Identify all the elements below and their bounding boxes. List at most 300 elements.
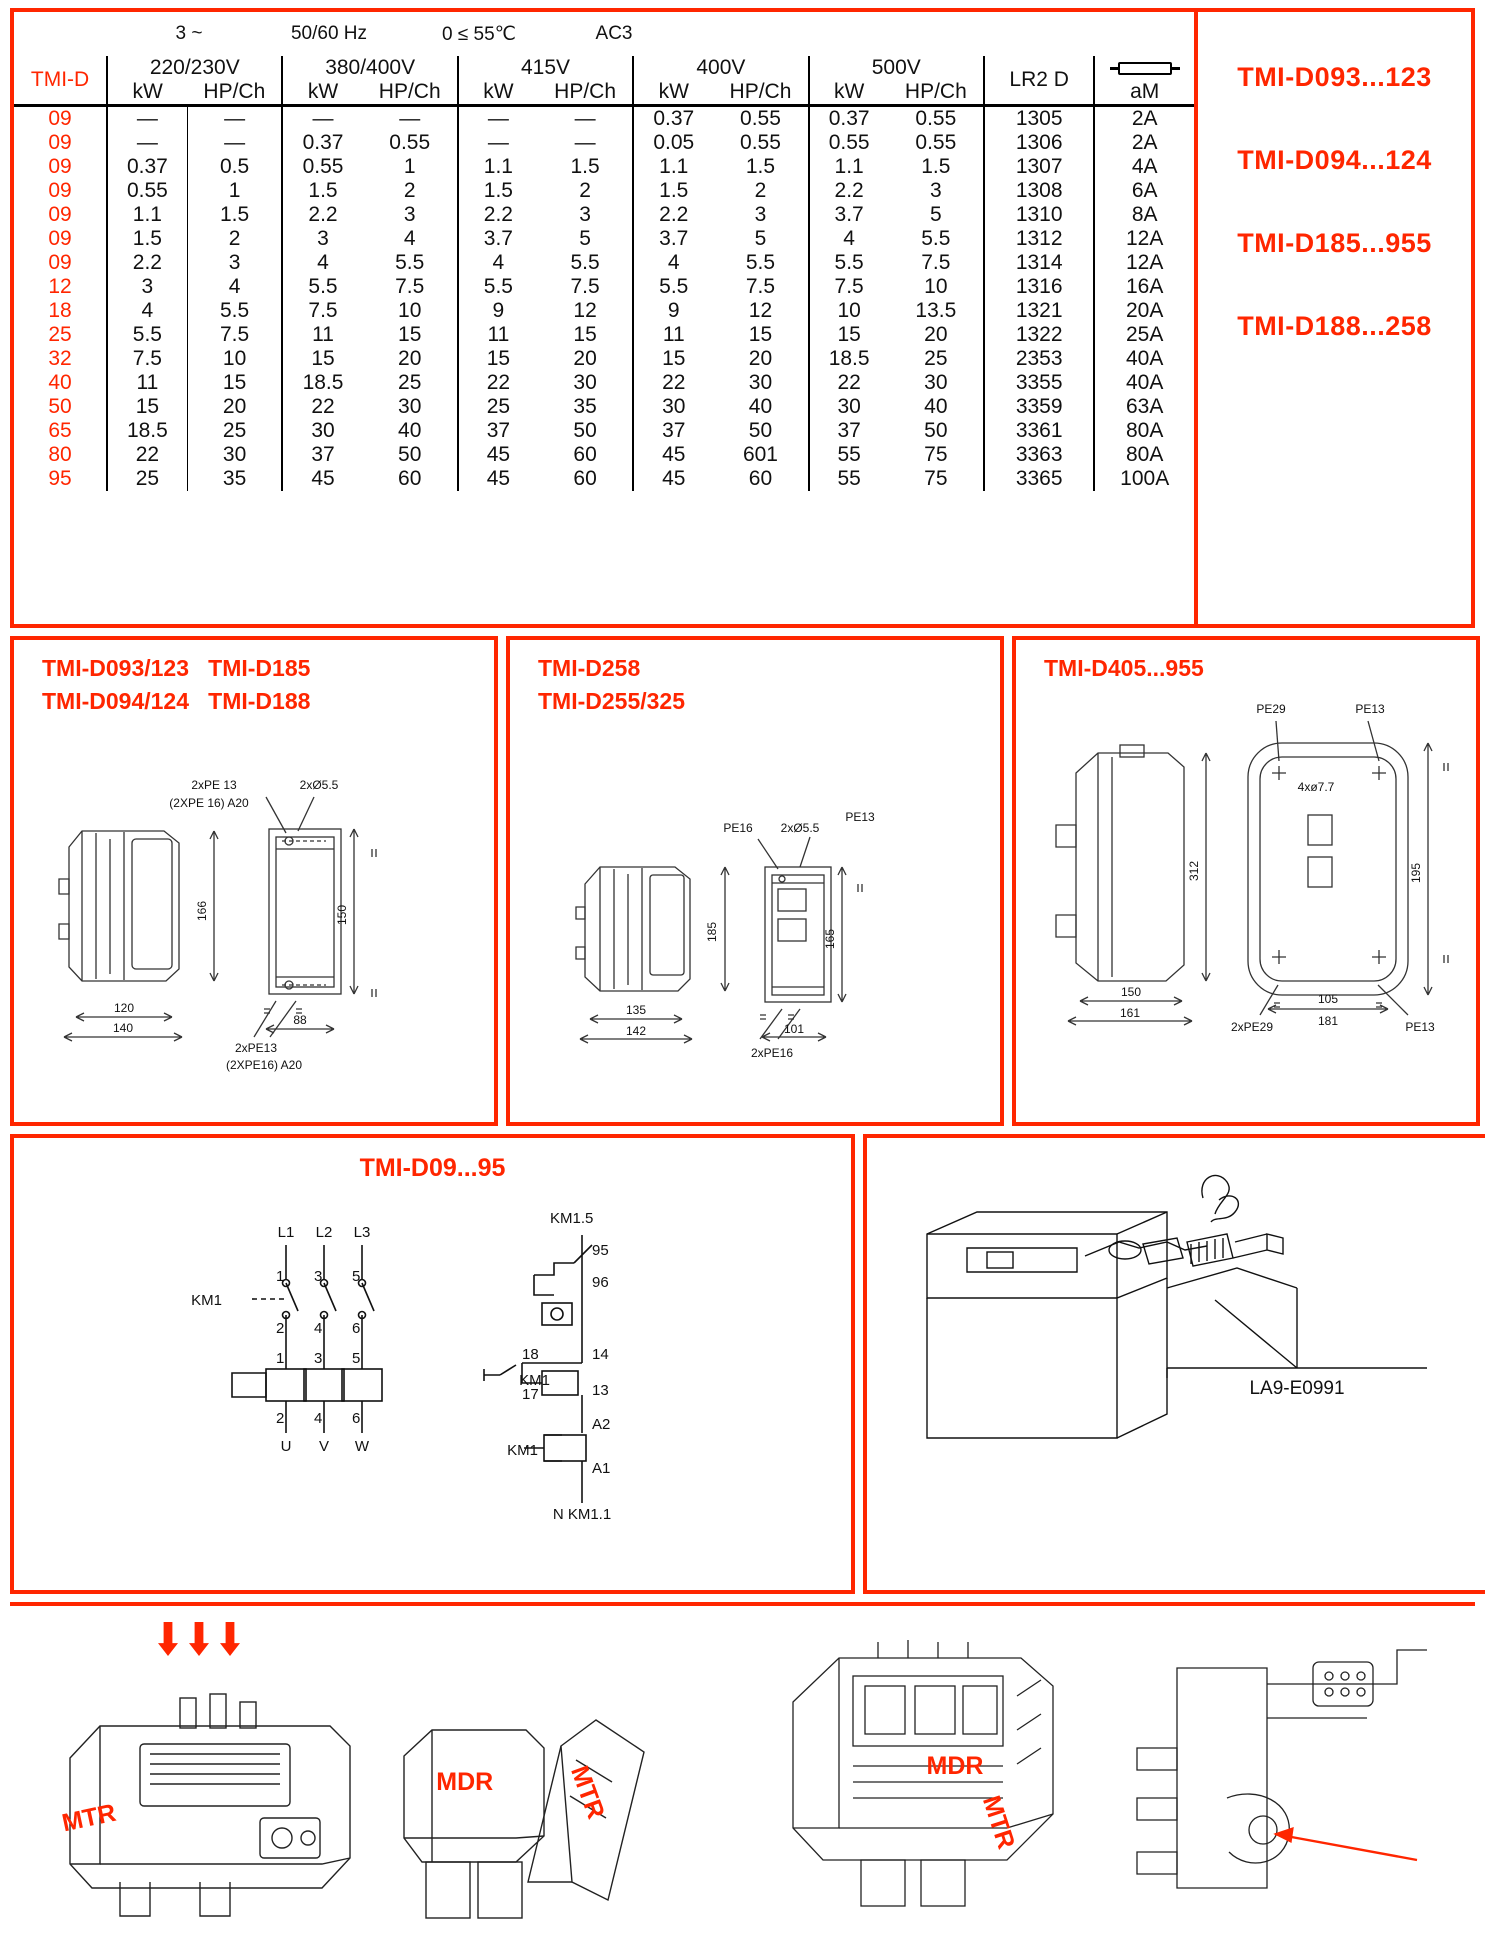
table-row xyxy=(14,395,1194,419)
photo-label-mdr: MDR xyxy=(926,1752,984,1780)
cell-am: 100A xyxy=(1094,467,1194,491)
cell-500hp: 1.5 xyxy=(921,155,951,178)
cell-380kw: — xyxy=(282,106,362,132)
cell-380kw: 15 xyxy=(282,347,362,371)
table-row xyxy=(14,227,1194,251)
cell-380kw: 1.5 xyxy=(282,179,362,203)
sub-hp-380: HP/Ch xyxy=(378,80,441,103)
label-pe29: PE29 xyxy=(1256,702,1286,717)
label-w: W xyxy=(354,1438,370,1455)
cell-220hp: 5.5 xyxy=(187,299,282,323)
cell-220hp: — xyxy=(187,131,282,155)
cell-500kw: 55 xyxy=(809,443,889,467)
cell-415hp: 60 xyxy=(573,443,597,466)
product-photo-strip xyxy=(10,1602,1475,1937)
sub-hp-220: HP/Ch xyxy=(203,80,266,103)
label-dim-142: 142 xyxy=(625,1023,647,1038)
cell-415hp: 30 xyxy=(573,371,597,394)
cell-380hp: 2 xyxy=(403,179,416,202)
label-km15: KM1.5 xyxy=(550,1210,594,1227)
cell-220kw: — xyxy=(107,131,187,155)
cell-380kw: 0.37 xyxy=(282,131,362,155)
cell-400hp: 5.5 xyxy=(745,251,776,274)
panel1-title xyxy=(14,640,494,719)
label-c5a: 5 xyxy=(352,1268,361,1285)
cell-am: 12A xyxy=(1094,251,1194,275)
cell-400hp: 15 xyxy=(748,323,773,346)
cell-415kw: 4 xyxy=(458,251,538,275)
cell-220kw: 22 xyxy=(107,443,187,467)
cell-lr2d: 1321 xyxy=(984,299,1094,323)
cell-lr2d: 1308 xyxy=(984,179,1094,203)
cell-380hp: 0.55 xyxy=(389,131,431,154)
cell-220hp: 1.5 xyxy=(187,203,282,227)
cell-am: 6A xyxy=(1094,179,1194,203)
mdr-mtr-illustration xyxy=(386,1686,716,1936)
label-la9-part: LA9-E0991 xyxy=(1249,1378,1345,1399)
legend-item-2: TMI-D094...124 xyxy=(1237,145,1432,175)
cell-380hp: 25 xyxy=(398,371,422,394)
photo-mdr-mtr-pair xyxy=(376,1606,742,1937)
cell-220kw: 3 xyxy=(107,275,187,299)
cell-400hp: 12 xyxy=(748,299,773,322)
cell-400hp: 20 xyxy=(748,347,773,370)
cell-380kw: 22 xyxy=(282,395,362,419)
cell-am: 8A xyxy=(1094,203,1194,227)
cell-500kw: 37 xyxy=(809,419,889,443)
wiring-diagram xyxy=(14,1183,844,1583)
label-c4b: 4 xyxy=(314,1410,323,1427)
cell-tmid: 80 xyxy=(48,443,72,466)
cell-tmid: 09 xyxy=(48,227,72,250)
cell-tmid: 09 xyxy=(48,179,72,202)
category-label: AC3 xyxy=(595,23,633,44)
cell-am: 20A xyxy=(1094,299,1194,323)
cell-400hp: 7.5 xyxy=(745,275,776,298)
cell-380kw: 2.2 xyxy=(282,203,362,227)
cell-415kw: — xyxy=(458,106,538,132)
cell-380kw: 4 xyxy=(282,251,362,275)
cell-500hp: 13.5 xyxy=(915,299,957,322)
panel2-drawing xyxy=(510,719,1000,1109)
ratings-table-box xyxy=(14,12,1198,624)
cell-415kw: 5.5 xyxy=(458,275,538,299)
panel2-title-line2: TMI-D255/325 xyxy=(538,688,686,715)
cell-tmid: 09 xyxy=(48,107,72,130)
label-km1-coil: KM1 xyxy=(507,1442,538,1459)
table-row xyxy=(14,203,1194,227)
table-row xyxy=(14,347,1194,371)
wiring-row xyxy=(10,1134,1475,1594)
cell-220hp: 25 xyxy=(187,419,282,443)
cell-lr2d: 3363 xyxy=(984,443,1094,467)
label-17: 17 xyxy=(522,1386,539,1403)
cell-am: 80A xyxy=(1094,443,1194,467)
cell-400kw: 30 xyxy=(633,395,713,419)
model-legend xyxy=(1198,12,1471,624)
cell-tmid: 09 xyxy=(48,131,72,154)
cell-220kw: 7.5 xyxy=(107,347,187,371)
cell-am: 80A xyxy=(1094,419,1194,443)
table-row xyxy=(14,467,1194,491)
table-top-header xyxy=(14,12,1194,56)
fuse-icon xyxy=(1118,62,1172,75)
cell-tmid: 12 xyxy=(48,275,72,298)
cell-500hp: 75 xyxy=(924,467,948,490)
label-c3b: 3 xyxy=(314,1350,323,1367)
cell-400hp: 60 xyxy=(748,467,773,490)
photo-mounting-detail xyxy=(1109,1606,1475,1937)
cell-lr2d: 3359 xyxy=(984,395,1094,419)
panel-wiring-diagram xyxy=(10,1134,855,1594)
label-pe13: PE13 xyxy=(1355,702,1385,717)
header-group-220: 220/230V xyxy=(107,56,282,80)
cell-415kw: 3.7 xyxy=(458,227,538,251)
cell-am: 16A xyxy=(1094,275,1194,299)
cell-lr2d: 3355 xyxy=(984,371,1094,395)
cell-380hp: 20 xyxy=(398,347,422,370)
photo-thermal-relay xyxy=(10,1606,376,1937)
cell-415kw: 25 xyxy=(458,395,538,419)
cell-500kw: 5.5 xyxy=(809,251,889,275)
label-2xpe13: 2xPE 13 xyxy=(191,777,237,792)
cell-tmid: 09 xyxy=(48,155,72,178)
cell-415hp: 60 xyxy=(573,467,597,490)
cell-380hp: 7.5 xyxy=(395,275,425,298)
label-dim-140: 140 xyxy=(112,1020,134,1035)
label-dim-105: 105 xyxy=(1317,992,1339,1007)
cell-400hp: 2 xyxy=(754,179,767,202)
arrow-down-icon xyxy=(220,1622,240,1656)
label-dim-161: 161 xyxy=(1119,1006,1141,1021)
cell-415kw: 15 xyxy=(458,347,538,371)
panel-tmid258 xyxy=(506,636,1004,1126)
cell-380hp: 50 xyxy=(398,443,422,466)
label-holes: 2xØ5.5 xyxy=(780,820,820,835)
cell-415kw: 1.5 xyxy=(458,179,538,203)
label-95: 95 xyxy=(592,1242,609,1259)
label-bottom-pe29: 2xPE29 xyxy=(1230,1020,1274,1035)
cell-lr2d: 1305 xyxy=(984,106,1094,132)
cell-tmid: 32 xyxy=(48,347,72,370)
table-row xyxy=(14,419,1194,443)
cell-400kw: 9 xyxy=(633,299,713,323)
accessory-drawing xyxy=(867,1138,1485,1538)
cell-500hp: 40 xyxy=(924,395,948,418)
cell-415hp: 15 xyxy=(573,323,597,346)
legend-item-3: TMI-D185...955 xyxy=(1237,228,1432,258)
cell-400hp: 601 xyxy=(742,443,778,466)
cell-220hp: 20 xyxy=(187,395,282,419)
cell-am: 2A xyxy=(1094,106,1194,132)
label-l1: L1 xyxy=(277,1224,295,1241)
cell-220hp: 10 xyxy=(187,347,282,371)
cell-220kw: 18.5 xyxy=(107,419,187,443)
panel-tmid093-185 xyxy=(10,636,498,1126)
table-row xyxy=(14,131,1194,155)
cell-500hp: 3 xyxy=(929,179,942,202)
cell-500kw: 18.5 xyxy=(809,347,889,371)
header-lr2d: LR2 D xyxy=(984,56,1094,106)
cell-tmid: 65 xyxy=(48,419,72,442)
cell-500hp: 75 xyxy=(924,443,948,466)
cell-415hp: 7.5 xyxy=(570,275,600,298)
cell-500hp: 50 xyxy=(924,419,948,442)
cell-500kw: 22 xyxy=(809,371,889,395)
panel-accessory xyxy=(863,1134,1485,1594)
label-dim-101: 101 xyxy=(783,1021,805,1036)
cell-500kw: 3.7 xyxy=(809,203,889,227)
cell-tmid: 95 xyxy=(48,467,72,490)
cell-415hp: 5 xyxy=(579,227,591,250)
panel1-title-line1: TMI-D093/123 TMI-D185 xyxy=(42,655,311,681)
label-c2b: 2 xyxy=(276,1410,285,1427)
table-row xyxy=(14,371,1194,395)
cell-am: 4A xyxy=(1094,155,1194,179)
cell-500kw: 1.1 xyxy=(809,155,889,179)
cell-220hp: 0.5 xyxy=(187,155,282,179)
cell-am: 12A xyxy=(1094,227,1194,251)
cell-500hp: 0.55 xyxy=(915,107,957,130)
cell-500kw: 0.55 xyxy=(809,131,889,155)
label-c6a: 6 xyxy=(352,1320,361,1337)
cell-500hp: 20 xyxy=(924,323,948,346)
cell-415kw: — xyxy=(458,131,538,155)
label-96: 96 xyxy=(592,1274,609,1291)
label-c1b: 1 xyxy=(276,1350,285,1367)
cell-380hp: 60 xyxy=(398,467,422,490)
cell-380hp: 1 xyxy=(403,155,416,178)
cell-380kw: 18.5 xyxy=(282,371,362,395)
sub-kw-220: kW xyxy=(107,80,187,106)
cell-lr2d: 1312 xyxy=(984,227,1094,251)
arrow-down-icon xyxy=(189,1622,209,1656)
label-dim-88: 88 xyxy=(293,1012,307,1027)
cell-220kw: — xyxy=(107,106,187,132)
cell-400hp: 1.5 xyxy=(745,155,776,178)
top-section xyxy=(10,8,1475,628)
legend-item-1: TMI-D093...123 xyxy=(1237,62,1432,92)
label-a2: A2 xyxy=(592,1416,611,1433)
cell-220hp: 7.5 xyxy=(187,323,282,347)
cell-400kw: 11 xyxy=(633,323,713,347)
cell-tmid: 09 xyxy=(48,251,72,274)
panel1-drawing xyxy=(14,719,494,1109)
cell-500hp: 7.5 xyxy=(921,251,951,274)
photo-label-mtr: MTR xyxy=(59,1798,119,1838)
sub-hp-400: HP/Ch xyxy=(729,80,792,103)
label-dim-150: 150 xyxy=(335,904,349,925)
cell-380hp: 10 xyxy=(398,299,422,322)
label-13: 13 xyxy=(592,1382,609,1399)
label-holes: 4xø7.7 xyxy=(1297,780,1335,795)
cell-220kw: 2.2 xyxy=(107,251,187,275)
cell-380kw: 11 xyxy=(282,323,362,347)
cell-380hp: 15 xyxy=(398,323,422,346)
cell-220hp: 3 xyxy=(187,251,282,275)
label-dim-166: 166 xyxy=(195,900,209,921)
cell-380hp: — xyxy=(399,107,421,130)
cell-415hp: 50 xyxy=(573,419,597,442)
label-dim-165: 165 xyxy=(823,928,837,949)
label-bottom-pe13: 2xPE13 xyxy=(234,1040,278,1055)
cell-220kw: 11 xyxy=(107,371,187,395)
table-row xyxy=(14,155,1194,179)
dimension-drawings-row xyxy=(10,636,1475,1126)
sub-kw-400: kW xyxy=(633,80,713,106)
cell-220kw: 0.37 xyxy=(107,155,187,179)
cell-lr2d: 3361 xyxy=(984,419,1094,443)
label-dim-150: 150 xyxy=(1120,985,1142,1000)
mounting-illustration xyxy=(1117,1638,1457,1918)
label-v: V xyxy=(318,1438,330,1455)
relay-illustration xyxy=(30,1668,400,1928)
cell-500kw: 2.2 xyxy=(809,179,889,203)
cell-380hp: 4 xyxy=(403,227,416,250)
panel2-title xyxy=(510,640,1000,719)
label-km1-aux: KM1 xyxy=(519,1372,550,1389)
table-row xyxy=(14,443,1194,467)
cell-380kw: 5.5 xyxy=(282,275,362,299)
cell-380kw: 37 xyxy=(282,443,362,467)
label-n-km11: N KM1.1 xyxy=(552,1506,612,1523)
table-row xyxy=(14,251,1194,275)
cell-400hp: 0.55 xyxy=(740,131,781,154)
ratings-table xyxy=(14,56,1194,491)
table-row xyxy=(14,106,1194,132)
red-arrows-group xyxy=(158,1622,240,1656)
cell-500hp: 30 xyxy=(924,371,948,394)
photo-label-mtr: MTR xyxy=(565,1762,611,1823)
cell-400hp: 0.55 xyxy=(740,107,781,130)
cell-lr2d: 1306 xyxy=(984,131,1094,155)
cell-220hp: — xyxy=(187,106,282,132)
label-14: 14 xyxy=(592,1346,609,1363)
cell-500kw: 30 xyxy=(809,395,889,419)
arrow-down-icon xyxy=(158,1622,178,1656)
cell-415kw: 2.2 xyxy=(458,203,538,227)
label-bottom-pe13: PE13 xyxy=(1405,1020,1435,1035)
cell-400hp: 30 xyxy=(748,371,773,394)
cell-am: 40A xyxy=(1094,347,1194,371)
label-c4a: 4 xyxy=(314,1320,323,1337)
cell-415hp: 20 xyxy=(573,347,597,370)
cell-415kw: 37 xyxy=(458,419,538,443)
panel1-title-line2: TMI-D094/124 TMI-D188 xyxy=(42,688,311,715)
temperature-label: 0 ≤ 55℃ xyxy=(441,23,517,45)
cell-500hp: 5.5 xyxy=(921,227,951,250)
panel4-title: TMI-D09...95 xyxy=(359,1154,506,1182)
cell-415hp: 5.5 xyxy=(570,251,600,274)
panel2-title-line1: TMI-D258 xyxy=(538,655,641,681)
cell-400kw: 3.7 xyxy=(633,227,713,251)
cell-400kw: 45 xyxy=(633,467,713,491)
photo-contactor-assembly xyxy=(743,1606,1109,1937)
photo-label-mdr: MDR xyxy=(436,1768,494,1796)
header-tmid: TMI-D xyxy=(30,68,90,91)
label-u: U xyxy=(280,1438,292,1455)
sub-kw-380: kW xyxy=(282,80,362,106)
label-a1: A1 xyxy=(592,1460,611,1477)
label-2xpe16-a20: (2XPE 16) A20 xyxy=(169,795,249,810)
label-dim-120: 120 xyxy=(113,1000,135,1015)
label-c6b: 6 xyxy=(352,1410,361,1427)
cell-415hp: — xyxy=(574,131,596,154)
cell-400hp: 5 xyxy=(754,227,767,250)
cell-am: 2A xyxy=(1094,131,1194,155)
cell-400kw: 4 xyxy=(633,251,713,275)
table-row xyxy=(14,299,1194,323)
cell-400kw: 5.5 xyxy=(633,275,713,299)
label-bottom-pe16: 2xPE16 xyxy=(750,1045,794,1060)
cell-am: 40A xyxy=(1094,371,1194,395)
label-l3: L3 xyxy=(353,1224,371,1241)
cell-tmid: 09 xyxy=(48,203,72,226)
cell-400kw: 37 xyxy=(633,419,713,443)
cell-tmid: 50 xyxy=(48,395,72,418)
cell-400kw: 45 xyxy=(633,443,713,467)
cell-415kw: 9 xyxy=(458,299,538,323)
cell-415kw: 1.1 xyxy=(458,155,538,179)
sub-kw-500: kW xyxy=(809,80,889,106)
cell-400hp: 3 xyxy=(754,203,767,226)
cell-tmid: 40 xyxy=(48,371,72,394)
cell-380kw: 45 xyxy=(282,467,362,491)
label-pe13: PE13 xyxy=(845,809,875,824)
cell-400hp: 40 xyxy=(748,395,773,418)
cell-400kw: 2.2 xyxy=(633,203,713,227)
label-dim-195: 195 xyxy=(1409,863,1423,884)
cell-400hp: 50 xyxy=(748,419,773,442)
cell-220hp: 35 xyxy=(187,467,282,491)
header-am: aM xyxy=(1094,80,1194,106)
cell-415hp: 2 xyxy=(579,179,591,202)
cell-500kw: 0.37 xyxy=(809,106,889,132)
label-18: 18 xyxy=(522,1346,539,1363)
cell-220kw: 25 xyxy=(107,467,187,491)
cell-220kw: 1.5 xyxy=(107,227,187,251)
cell-380hp: 40 xyxy=(398,419,422,442)
label-2x-holes: 2xØ5.5 xyxy=(299,777,339,792)
label-c3a: 3 xyxy=(314,1268,323,1285)
cell-380hp: 5.5 xyxy=(395,251,425,274)
cell-am: 63A xyxy=(1094,395,1194,419)
photo-label-mtr: MTR xyxy=(976,1792,1020,1853)
frequency-label: 50/60 Hz xyxy=(290,23,368,44)
cell-415hp: 3 xyxy=(579,203,591,226)
header-group-380: 380/400V xyxy=(282,56,457,80)
table-row xyxy=(14,179,1194,203)
cell-400kw: 15 xyxy=(633,347,713,371)
cell-500kw: 4 xyxy=(809,227,889,251)
cell-500kw: 7.5 xyxy=(809,275,889,299)
cell-415hp: 35 xyxy=(573,395,597,418)
cell-tmid: 18 xyxy=(48,299,72,322)
phase-label: 3 ~ xyxy=(175,23,203,44)
table-row xyxy=(14,275,1194,299)
cell-500kw: 15 xyxy=(809,323,889,347)
cell-500kw: 10 xyxy=(809,299,889,323)
cell-400kw: 0.37 xyxy=(633,106,713,132)
label-c1a: 1 xyxy=(276,1268,285,1285)
cell-500kw: 55 xyxy=(809,467,889,491)
cell-415hp: 12 xyxy=(573,299,597,322)
header-group-500: 500V xyxy=(809,56,984,80)
cell-500hp: 10 xyxy=(924,275,948,298)
sub-hp-500: HP/Ch xyxy=(904,80,967,103)
cell-220hp: 4 xyxy=(187,275,282,299)
panel3-title: TMI-D405...955 xyxy=(1044,655,1204,681)
